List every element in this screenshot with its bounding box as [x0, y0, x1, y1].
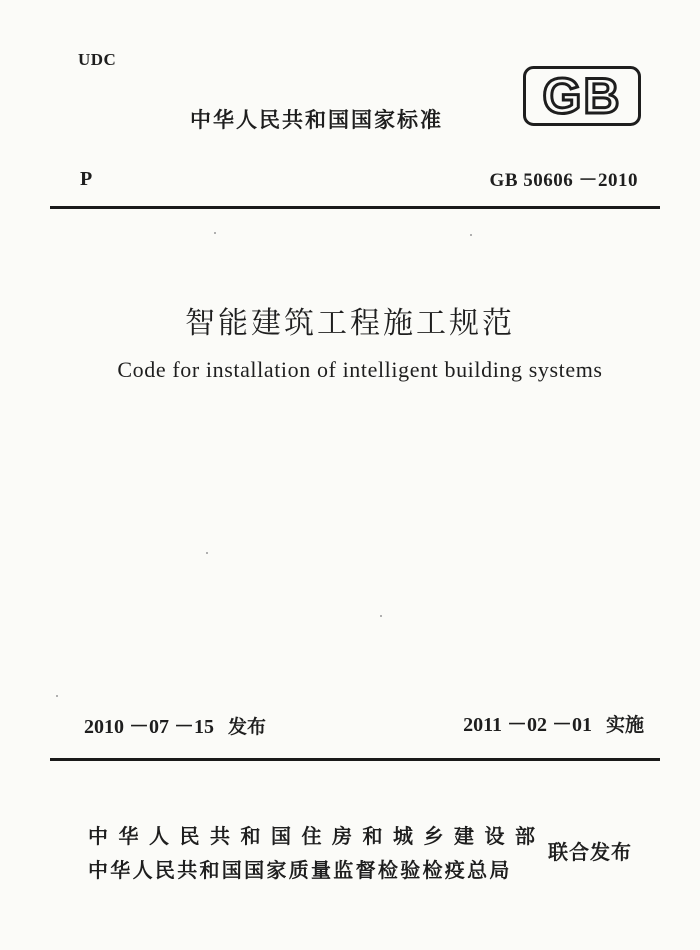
scan-speck	[206, 552, 208, 554]
implement-label: 实施	[605, 714, 644, 736]
implement-date: 2011 －02 －01	[463, 714, 592, 736]
joint-publish-label: 联合发布	[548, 840, 632, 864]
classification-code: P	[80, 168, 93, 190]
issue-date-block	[84, 710, 266, 739]
scan-speck	[56, 695, 58, 697]
gb-logo-text: GB	[542, 68, 622, 124]
bottom-divider	[50, 758, 660, 761]
standard-number: GB 50606 －2010	[489, 170, 638, 191]
udc-label: UDC	[78, 50, 117, 69]
standard-category: 中华人民共和国国家标准	[190, 108, 443, 132]
publisher-org-2: 中华人民共和国国家质量监督检验检疫总局	[88, 858, 512, 882]
issue-label: 发布	[228, 716, 267, 738]
title-english: Code for installation of intelligent building systems	[117, 357, 603, 382]
publisher-org-1: 中华人民共和国住房和城乡建设部	[88, 824, 546, 848]
scan-speck	[380, 615, 382, 617]
title-chinese: 智能建筑工程施工规范	[185, 306, 515, 341]
scan-speck	[214, 232, 216, 234]
gb-logo	[523, 66, 641, 126]
issue-date: 2010 －07 －15	[84, 716, 214, 738]
implement-date-block	[463, 708, 644, 737]
scan-speck	[470, 234, 472, 236]
top-divider	[50, 206, 660, 209]
